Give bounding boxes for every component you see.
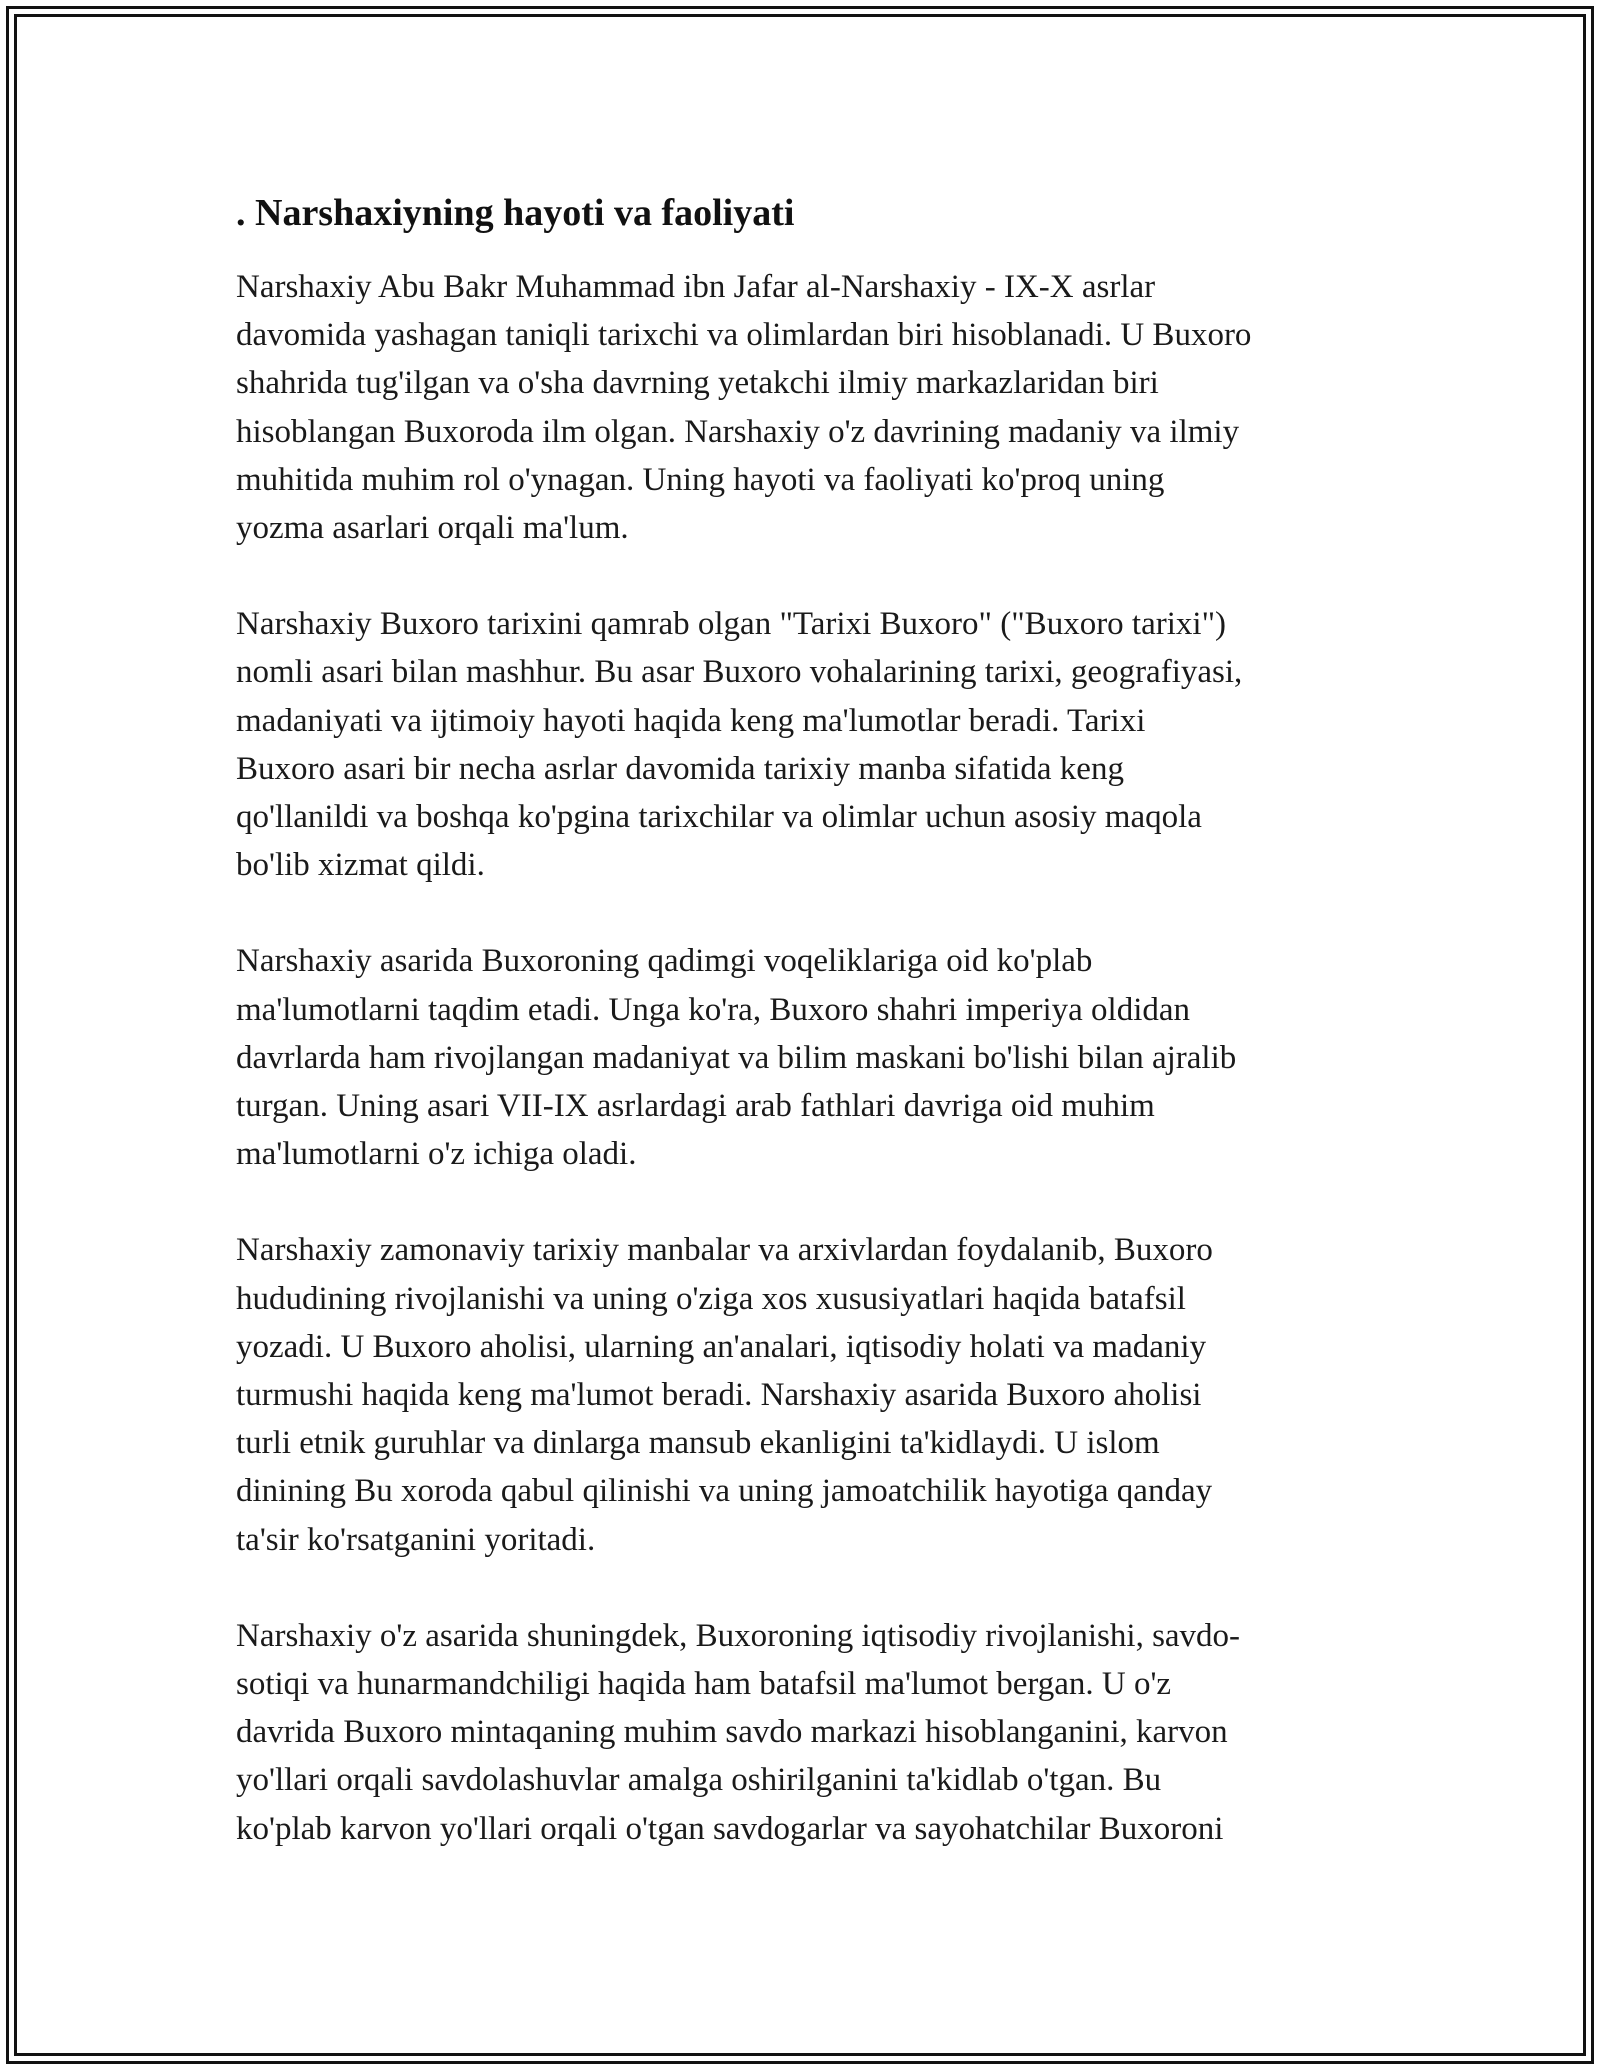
text-line: Buxoro asari bir necha asrlar davomida tarixiy manba sifatida keng — [236, 750, 1124, 787]
text-line: Narshaxiy asarida Buxoroning qadimgi voqeliklariga oid ko'plab — [236, 943, 1093, 980]
text-line: davrida Buxoro mintaqaning muhim savdo markazi hisoblanganini, karvon — [236, 1714, 1228, 1751]
text-line: davrlarda ham rivojlangan madaniyat va bilim maskani bo'lishi bilan ajralib — [236, 1039, 1237, 1076]
text-line: ta'sir ko'rsatganini yoritadi. — [236, 1521, 596, 1558]
paragraph-3 — [236, 937, 1376, 1178]
page-title: . Narshaxiyning hayoti va faoliyati — [236, 192, 795, 234]
text-line: dinining Bu xoroda qabul qilinishi va uning jamoatchilik hayotiga qanday — [236, 1473, 1213, 1510]
paragraph-1 — [236, 263, 1376, 552]
text-line: yo'llari orqali savdolashuvlar amalga oshirilganini ta'kidlab o'tgan. Bu — [236, 1762, 1162, 1799]
text-line: shahrida tug'ilgan va o'sha davrning yetakchi ilmiy markazlaridan biri — [236, 365, 1159, 402]
text-line: hududining rivojlanishi va uning o'ziga xos xususiyatlari haqida batafsil — [236, 1280, 1186, 1317]
text-line: davomida yashagan taniqli tarixchi va olimlardan biri hisoblanadi. U Buxoro — [236, 317, 1252, 354]
text-line: turmushi haqida keng ma'lumot beradi. Narshaxiy asarida Buxoro aholisi — [236, 1377, 1202, 1414]
text-line: ma'lumotlarni o'z ichiga oladi. — [236, 1136, 637, 1173]
text-line: ma'lumotlarni taqdim etadi. Unga ko'ra, Buxoro shahri imperiya oldidan — [236, 991, 1191, 1028]
text-line: qo'llanildi va boshqa ko'pgina tarixchilar va olimlar uchun asosiy maqola — [236, 799, 1202, 836]
text-line: madaniyati va ijtimoiy hayoti haqida keng ma'lumotlar beradi. Tarixi — [236, 702, 1146, 739]
text-line: ko'plab karvon yo'llari orqali o'tgan savdogarlar va sayohatchilar Buxoroni — [236, 1810, 1224, 1847]
text-line: bo'lib xizmat qildi. — [236, 847, 485, 884]
text-line: Narshaxiy Buxoro tarixini qamrab olgan "Tarixi Buxoro" ("Buxoro tarixi") — [236, 606, 1227, 643]
document-body — [236, 185, 1376, 1901]
text-line: Narshaxiy Abu Bakr Muhammad ibn Jafar al-Narshaxiy - IX-X asrlar — [236, 269, 1156, 305]
text-line: turgan. Uning asari VII-IX asrlardagi arab fathlari davriga oid muhim — [236, 1088, 1155, 1125]
text-line: muhitida muhim rol o'ynagan. Uning hayoti va faoliyati ko'proq uning — [236, 461, 1165, 498]
paragraph-4 — [236, 1226, 1376, 1563]
paragraph-2 — [236, 600, 1376, 889]
text-line: nomli asari bilan mashhur. Bu asar Buxoro vohalarining tarixi, geografiyasi, — [236, 654, 1243, 691]
text-line: yozadi. U Buxoro aholisi, ularning an'analari, iqtisodiy holati va madaniy — [236, 1328, 1207, 1365]
text-line: turli etnik guruhlar va dinlarga mansub ekanligini ta'kidlaydi. U islom — [236, 1425, 1160, 1462]
text-line: sotiqi va hunarmandchiligi haqida ham batafsil ma'lumot bergan. U o'z — [236, 1666, 1172, 1703]
text-line: yozma asarlari orqali ma'lum. — [236, 510, 629, 547]
paragraph-5 — [236, 1612, 1376, 1853]
text-line: hisoblangan Buxoroda ilm olgan. Narshaxiy o'z davrining madaniy va ilmiy — [236, 413, 1240, 450]
text-line: Narshaxiy zamonaviy tarixiy manbalar va arxivlardan foydalanib, Buxoro — [236, 1232, 1213, 1269]
text-line: Narshaxiy o'z asarida shuningdek, Buxoroning iqtisodiy rivojlanishi, savdo- — [236, 1617, 1241, 1654]
